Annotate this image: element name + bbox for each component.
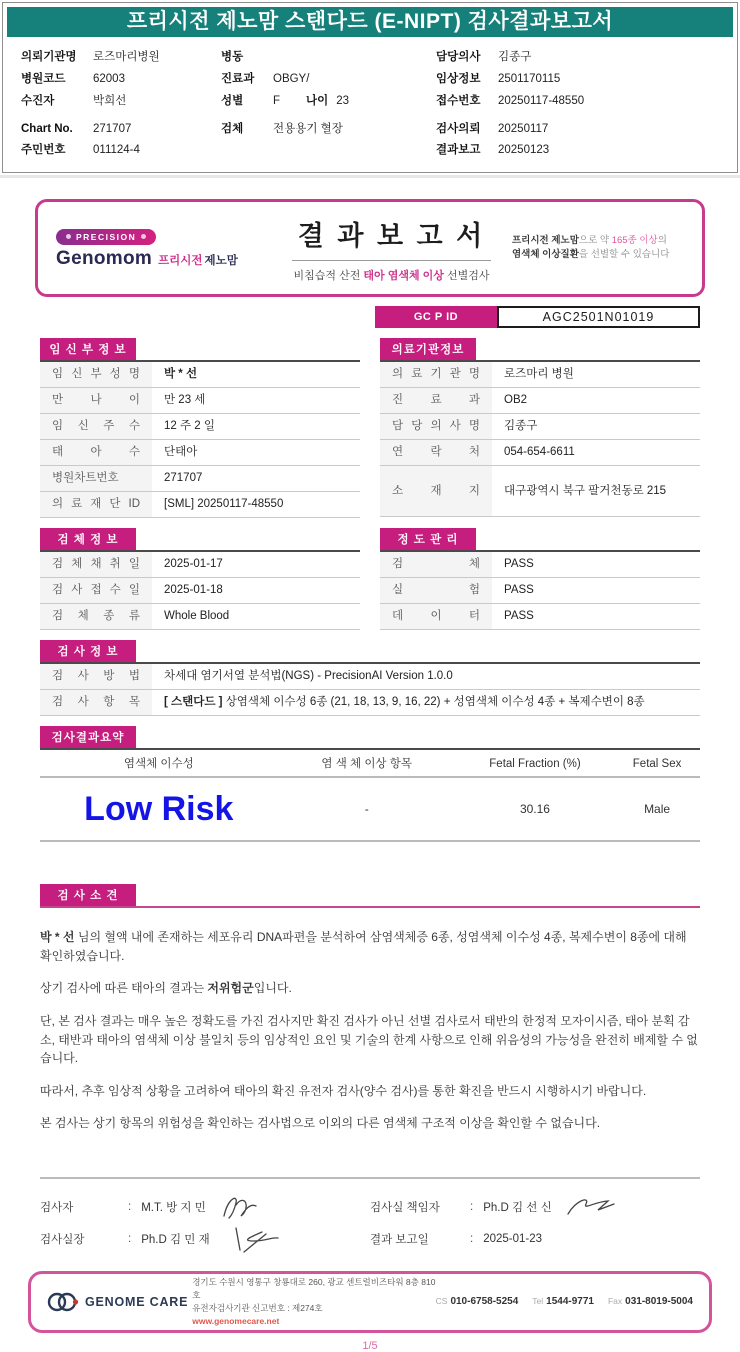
row-value: 2025-01-18: [164, 584, 223, 597]
row-value: 김종구: [504, 420, 538, 433]
summary-col-header: 염색체 이수성: [123, 758, 194, 771]
report-main-title: 프리시전 제노맘 스탠다드 (E-NIPT) 검사결과보고서: [7, 7, 733, 37]
report-subtitle-highlight: 태아 염색체 이상: [363, 269, 444, 282]
field-label: 병원코드: [21, 72, 66, 85]
company-name: GENOME CARE: [85, 1294, 189, 1309]
findings-text: [40, 928, 700, 1133]
field-label: 결과보고: [436, 144, 481, 157]
row-label: 데 이 터: [380, 604, 492, 629]
note-pink: 165종 이상: [611, 234, 658, 246]
section-header-testinfo: [40, 640, 700, 664]
signer-label: 검사실 책임자: [370, 1201, 440, 1214]
row-label: 임 신 주 수: [40, 414, 152, 439]
field-value: 62003: [93, 72, 125, 85]
genome-care-logo: [47, 1290, 192, 1314]
badge-dot-icon: [141, 234, 146, 239]
signature-icon: [564, 1192, 622, 1222]
row-value: 054-654-6611: [504, 446, 575, 459]
section-title: 의료기관정보: [380, 338, 476, 360]
pregnant-info-table: [40, 328, 360, 518]
patient-info-grid: [3, 41, 737, 172]
colon: :: [470, 1232, 474, 1245]
section-title: 임 신 부 정 보: [40, 338, 136, 360]
summary-header-row: [40, 752, 700, 778]
findings-paragraph: 단, 본 검사 결과는 매우 높은 정확도를 가진 검사지만 확진 검사가 아닌 선별 검사로서 태반의 한정적 모자이시즘, 태아 분획 감소, 태반과 태아의 염색체 이상 불일치 등의 임상적인 요인 및 기술의 한계 사항으로 인해 위음성의 가능성을 완전히 배제할 수 없습니다.: [40, 1014, 698, 1066]
top-header-block: [2, 2, 738, 173]
signer-label: 검사자: [40, 1201, 74, 1214]
findings-p2-prefix: 상기 검사에 따른 태아의 결과는: [40, 981, 208, 996]
abnormal-item-value: -: [364, 802, 369, 817]
findings-paragraph: [40, 979, 700, 998]
go-mark-icon: [47, 1290, 79, 1314]
report-title-block: [271, 214, 512, 283]
cs-label: CS: [435, 1296, 448, 1307]
signature-left-col: [40, 1191, 370, 1255]
row-label: 연 락 처: [380, 440, 492, 465]
field-label: 임상정보: [436, 72, 481, 85]
field-label: 접수번호: [436, 94, 481, 107]
test-items-bold: [ 스탠다드 ]: [164, 696, 223, 709]
fax-label: Fax: [607, 1296, 623, 1307]
test-info-table: [40, 640, 700, 716]
result-summary-table: [40, 726, 700, 842]
field-value: F: [273, 94, 281, 107]
colon: :: [470, 1200, 474, 1213]
row-value: 대구광역시 북구 팔거천동로 215: [504, 485, 667, 498]
low-risk-bold: 저위험군: [207, 981, 254, 996]
gcpid-label: GC P ID: [375, 306, 497, 328]
precision-badge: [56, 229, 156, 245]
company-website-link[interactable]: www.genomecare.net: [192, 1315, 280, 1326]
field-value: 20250123: [498, 144, 550, 157]
divider: [0, 175, 740, 178]
field-value: OBGY/: [273, 72, 310, 85]
note-mid1: 으로 약: [578, 234, 612, 246]
field-label: 나이: [306, 94, 329, 107]
field-label: 검체: [221, 122, 244, 135]
row-label: 검 체 종 류: [40, 604, 152, 629]
field-value: 2501170115: [498, 72, 561, 85]
genomom-logo: [56, 226, 271, 270]
row-label: 검 체 채 취 일: [40, 552, 152, 577]
row-label: 검 사 항 목: [40, 690, 152, 715]
section-title: 검사결과요약: [40, 726, 136, 748]
gcpid-bar: [375, 306, 700, 328]
report-subtitle-suffix: 선별검사: [443, 269, 490, 282]
tel-label: Tel: [532, 1296, 544, 1307]
row-value: 박 * 선: [164, 368, 198, 381]
signature-icon: [218, 1192, 272, 1222]
cs-value: 010-6758-5254: [450, 1296, 519, 1308]
company-registration: 유전자검사기관 신고번호 : 제274호: [192, 1302, 323, 1313]
report-date-value: 2025-01-23: [483, 1232, 543, 1245]
summary-col-header: 염 색 체 이상 항목: [321, 758, 412, 771]
findings-section: [40, 884, 700, 1133]
gcpid-value: AGC2501N01019: [497, 306, 700, 328]
row-label: 실 험: [380, 578, 492, 603]
findings-paragraph: 본 검사는 상기 항목의 위험성을 확인하는 검사법으로 이외의 다른 염색체 구조적 이상을 확인할 수 없습니다.: [40, 1116, 601, 1131]
row-value: 만 23 세: [164, 394, 206, 407]
findings-p1-rest: 님의 혈액 내에 존재하는 세포유리 DNA파편을 분석하여 삼염색체증 6종, 성염색체 이수성 4종, 복제수변이 8종에 대해 확인하였습니다.: [40, 930, 687, 963]
fax-value: 031-8019-5004: [625, 1296, 693, 1308]
row-value: 로즈마리 병원: [504, 368, 574, 381]
company-address-block: [192, 1276, 435, 1327]
field-label: 의뢰기관명: [21, 51, 77, 63]
field-label: 주민번호: [21, 144, 66, 157]
signer-label: 검사실장: [40, 1233, 85, 1246]
report-subtitle-prefix: 비침습적 산전: [293, 269, 364, 282]
row-label: 태 아 수: [40, 440, 152, 465]
row-label: 병원차트번호: [40, 466, 152, 491]
test-items-rest: 상염색체 이수성 6종 (21, 18, 13, 9, 16, 22) + 성염색체 이수성 4종 + 복제수변이 8종: [222, 696, 645, 709]
row-label: 소 재 지: [380, 466, 492, 516]
row-label: 임 신 부 성 명: [40, 362, 152, 387]
report-title: 결 과 보 고 서: [292, 214, 491, 261]
precision-badge-label: PRECISION: [76, 231, 137, 242]
signer-name: M.T. 방 지 민: [141, 1201, 206, 1214]
section-header-hospital: [380, 338, 700, 362]
patient-info-col1: [21, 47, 221, 162]
signature-block: [40, 1177, 700, 1255]
row-value: 2025-01-17: [164, 558, 223, 571]
fetal-sex-value: Male: [644, 802, 671, 817]
signature-right-col: [370, 1191, 700, 1255]
field-value: 김종구: [498, 51, 532, 63]
company-address: 경기도 수원시 영통구 창룡대로 260, 광교 센트럴비즈타워 8층 810호: [192, 1277, 436, 1301]
patient-info-col2: [221, 47, 436, 162]
section-header-specimen: [40, 528, 360, 552]
field-label: 성별: [221, 94, 244, 107]
summary-col-header: Fetal Sex: [632, 758, 682, 771]
field-label: 병동: [221, 51, 244, 63]
field-label: 수진자: [21, 94, 55, 107]
row-value: 차세대 염기서열 분석법(NGS) - PrecisionAI Version 1.0.0: [164, 670, 453, 683]
note-bold1: 프리시전 제노맘: [512, 234, 579, 246]
row-label: 의 료 기 관 명: [380, 362, 492, 387]
screening-note: [512, 234, 684, 263]
row-label: 검 사 접 수 일: [40, 578, 152, 603]
brand-name: Genomom: [56, 247, 153, 269]
row-label: 검 체: [380, 552, 492, 577]
colon: :: [128, 1232, 132, 1245]
field-label: Chart No.: [21, 122, 73, 135]
row-value: Whole Blood: [164, 610, 230, 623]
section-header-summary: [40, 726, 700, 750]
row-value: [SML] 20250117-48550: [164, 498, 284, 511]
field-value: 로즈마리병원: [93, 51, 160, 63]
note-end2: 을 선별할 수 있습니다: [578, 249, 670, 261]
qc-table: [380, 518, 700, 630]
fetal-fraction-value: 30.16: [519, 802, 550, 817]
field-label: 진료과: [221, 72, 255, 85]
row-value: [152, 690, 700, 715]
row-label: 진 료 과: [380, 388, 492, 413]
row-value: 단태아: [164, 446, 198, 459]
signature-icon: [222, 1224, 282, 1254]
row-value: PASS: [504, 610, 534, 623]
footer-company-box: [28, 1271, 712, 1333]
field-value: 전용용기 혈장: [273, 122, 343, 135]
section-header-findings: [40, 884, 700, 908]
patient-info-col3: [436, 47, 723, 162]
tel-value: 1544-9771: [546, 1296, 594, 1308]
field-value: 20250117: [498, 122, 549, 135]
brand-sub-dark: 제노맘: [204, 254, 238, 267]
row-value: 271707: [164, 472, 203, 485]
findings-paragraph: [40, 928, 700, 965]
patient-name-bold: 박 * 선: [40, 930, 75, 945]
report-date-label: 결과 보고일: [370, 1233, 429, 1246]
section-title: 검 사 소 견: [40, 884, 136, 906]
signer-name: Ph.D 김 선 신: [483, 1201, 552, 1214]
findings-paragraph: 따라서, 추후 임상적 상황을 고려하여 태아의 확진 유전자 검사(양수 검사)를 통한 확진을 반드시 시행하시기 바랍니다.: [40, 1083, 647, 1098]
section-header-pregnant: [40, 338, 360, 362]
colon: :: [128, 1200, 132, 1213]
low-risk-result: Low Risk: [84, 789, 234, 828]
row-value: PASS: [504, 584, 534, 597]
row-value: OB2: [504, 394, 528, 407]
row-label: 만 나 이: [40, 388, 152, 413]
section-header-qc: [380, 528, 700, 552]
row-value: 12 주 2 일: [164, 420, 215, 433]
findings-p2-suffix: 입니다.: [253, 981, 292, 996]
field-value: 박희선: [93, 94, 127, 107]
badge-dot-icon: [66, 234, 71, 239]
specimen-info-table: [40, 518, 360, 630]
signer-name: Ph.D 김 민 재: [141, 1233, 210, 1246]
field-value: 20250117-48550: [498, 94, 585, 107]
row-label: 검 사 방 법: [40, 664, 152, 689]
note-end1: 의: [657, 234, 667, 246]
row-label: 의 료 재 단 ID: [40, 492, 152, 517]
row-value: PASS: [504, 558, 534, 571]
field-label: 검사의뢰: [436, 122, 481, 135]
summary-value-row: [40, 778, 700, 842]
company-contacts: [436, 1296, 693, 1307]
section-title: 정 도 관 리: [380, 528, 476, 550]
row-label: 담 당 의 사 명: [380, 414, 492, 439]
summary-col-header: Fetal Fraction (%): [489, 758, 581, 771]
field-value: 011124-4: [93, 144, 140, 157]
field-value: 271707: [93, 122, 132, 135]
hospital-info-table: [380, 328, 700, 518]
note-bold2: 염색체 이상질환: [512, 249, 579, 261]
report-subtitle: [271, 267, 512, 283]
section-title: 검 사 정 보: [40, 640, 136, 662]
field-label: 담당의사: [436, 51, 481, 63]
result-banner-box: [35, 199, 705, 297]
field-value: 23: [336, 94, 350, 107]
page-number: 1/5: [362, 1339, 378, 1352]
section-title: 검 체 정 보: [40, 528, 136, 550]
brand-sub-pink: 프리시전: [158, 254, 203, 267]
